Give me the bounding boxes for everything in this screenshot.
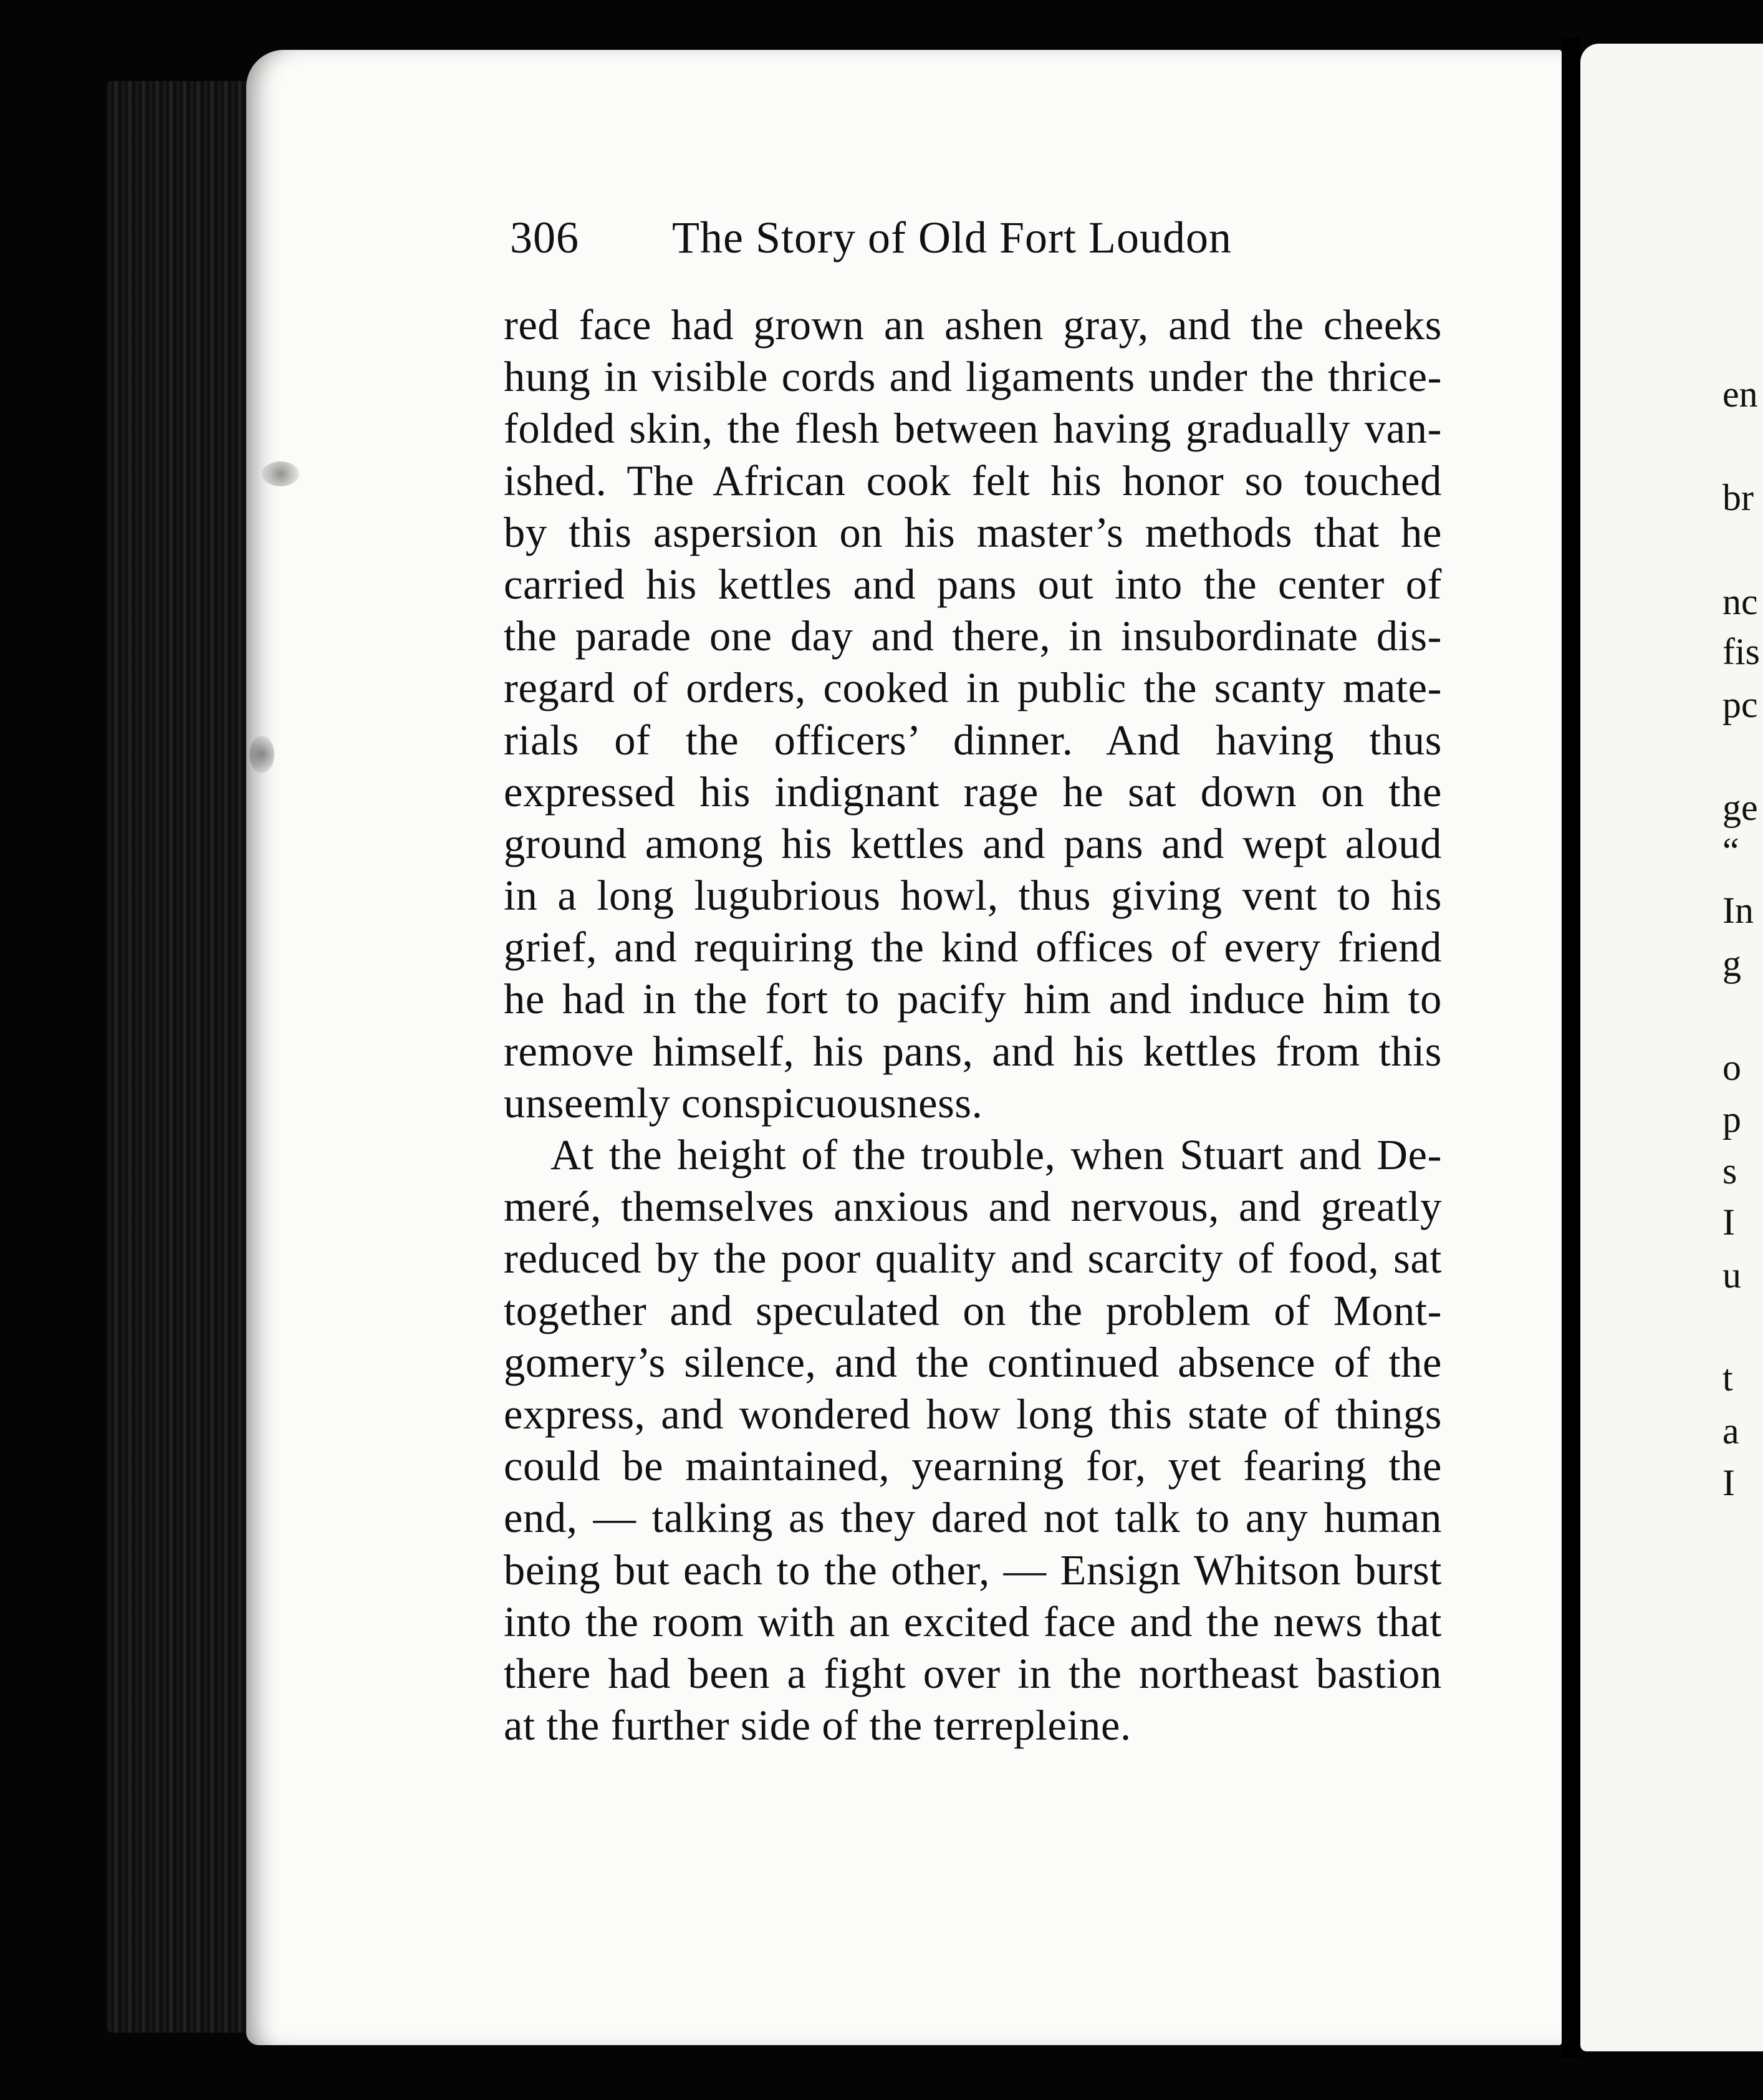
text-line: reduced by the poor quality and scarcity of food, sat xyxy=(504,1235,1442,1283)
text-line: there had been a fight over in the northeast bastion xyxy=(504,1649,1442,1697)
text-line: end, — talking as they dared not talk to any human xyxy=(504,1494,1442,1542)
text-line: grief, and requiring the kind offices of every friend xyxy=(504,923,1442,971)
text-line: he had in the fort to pacify him and induce him to xyxy=(504,975,1442,1023)
text-line: express, and wondered how long this state of things xyxy=(504,1390,1442,1438)
text-line: the parade one day and there, in insubordinate dis- xyxy=(504,612,1442,660)
page-gutter xyxy=(1562,37,1580,2058)
right-page-fragment: t xyxy=(1722,1357,1733,1399)
text-line: expressed his indignant rage he sat down on the xyxy=(504,768,1442,816)
text-line: in a long lugubrious howl, thus giving vent to his xyxy=(504,872,1442,920)
right-page-fragment: ge xyxy=(1722,787,1758,828)
text-line: unseemly conspicuousness. xyxy=(504,1079,983,1127)
text-line: by this aspersion on his master’s methods that he xyxy=(504,508,1442,556)
page-smudge xyxy=(262,461,299,486)
right-page-fragment: u xyxy=(1722,1255,1741,1296)
text-line: being but each to the other, — Ensign Whitson burst xyxy=(504,1546,1442,1594)
text-line: into the room with an excited face and the news that xyxy=(504,1597,1442,1645)
right-page-fragment: g xyxy=(1722,943,1741,984)
text-line: together and speculated on the problem of Mont- xyxy=(504,1286,1442,1334)
right-page-fragment: In xyxy=(1722,890,1754,931)
right-page-fragment: a xyxy=(1722,1410,1739,1452)
text-line: hung in visible cords and ligaments under the thrice- xyxy=(504,353,1442,401)
paragraph-2 xyxy=(504,1129,1442,1751)
right-page-fragment: en xyxy=(1722,373,1758,415)
right-page-fragment: I xyxy=(1722,1202,1735,1243)
text-line: regard of orders, cooked in public the scanty mate- xyxy=(504,664,1442,712)
text-line: at the further side of the terrepleine. xyxy=(504,1702,1131,1750)
text-line: remove himself, his pans, and his kettles from this xyxy=(504,1027,1442,1075)
right-page-fragment: nc xyxy=(1722,581,1758,622)
right-page-sliver xyxy=(1580,44,1763,2051)
right-page-fragment: p xyxy=(1722,1099,1741,1140)
right-page-fragment: s xyxy=(1722,1150,1737,1192)
right-page-fragment: fis xyxy=(1722,631,1760,672)
text-line: gomery’s silence, and the continued absence of the xyxy=(504,1338,1442,1386)
text-line: folded skin, the flesh between having gradually van- xyxy=(504,405,1442,453)
right-page-fragment: o xyxy=(1722,1047,1741,1088)
page-number: 306 xyxy=(510,213,579,262)
text-line: ished. The African cook felt his honor so touched xyxy=(504,456,1442,504)
text-line: red face had grown an ashen gray, and the cheeks xyxy=(504,301,1442,349)
text-line: rials of the officers’ dinner. And having thus xyxy=(504,716,1442,764)
book-fore-edge xyxy=(106,81,262,2033)
text-line: At the height of the trouble, when Stuart and De- xyxy=(550,1131,1442,1178)
paragraph-1 xyxy=(504,299,1442,1129)
text-line: meré, themselves anxious and nervous, and greatly xyxy=(504,1183,1442,1231)
right-page-fragment: br xyxy=(1722,477,1754,518)
right-page-fragment: “ xyxy=(1722,831,1739,872)
body-text xyxy=(504,299,1442,1751)
page-smudge xyxy=(249,736,274,773)
text-line: could be maintained, yearning for, yet fearing the xyxy=(504,1442,1442,1490)
right-page-fragment: pc xyxy=(1722,684,1758,725)
text-line: carried his kettles and pans out into the center of xyxy=(504,560,1442,608)
right-page-fragment: I xyxy=(1722,1462,1735,1503)
text-line: ground among his kettles and pans and wept aloud xyxy=(504,819,1442,867)
running-title: The Story of Old Fort Loudon xyxy=(672,213,1232,262)
